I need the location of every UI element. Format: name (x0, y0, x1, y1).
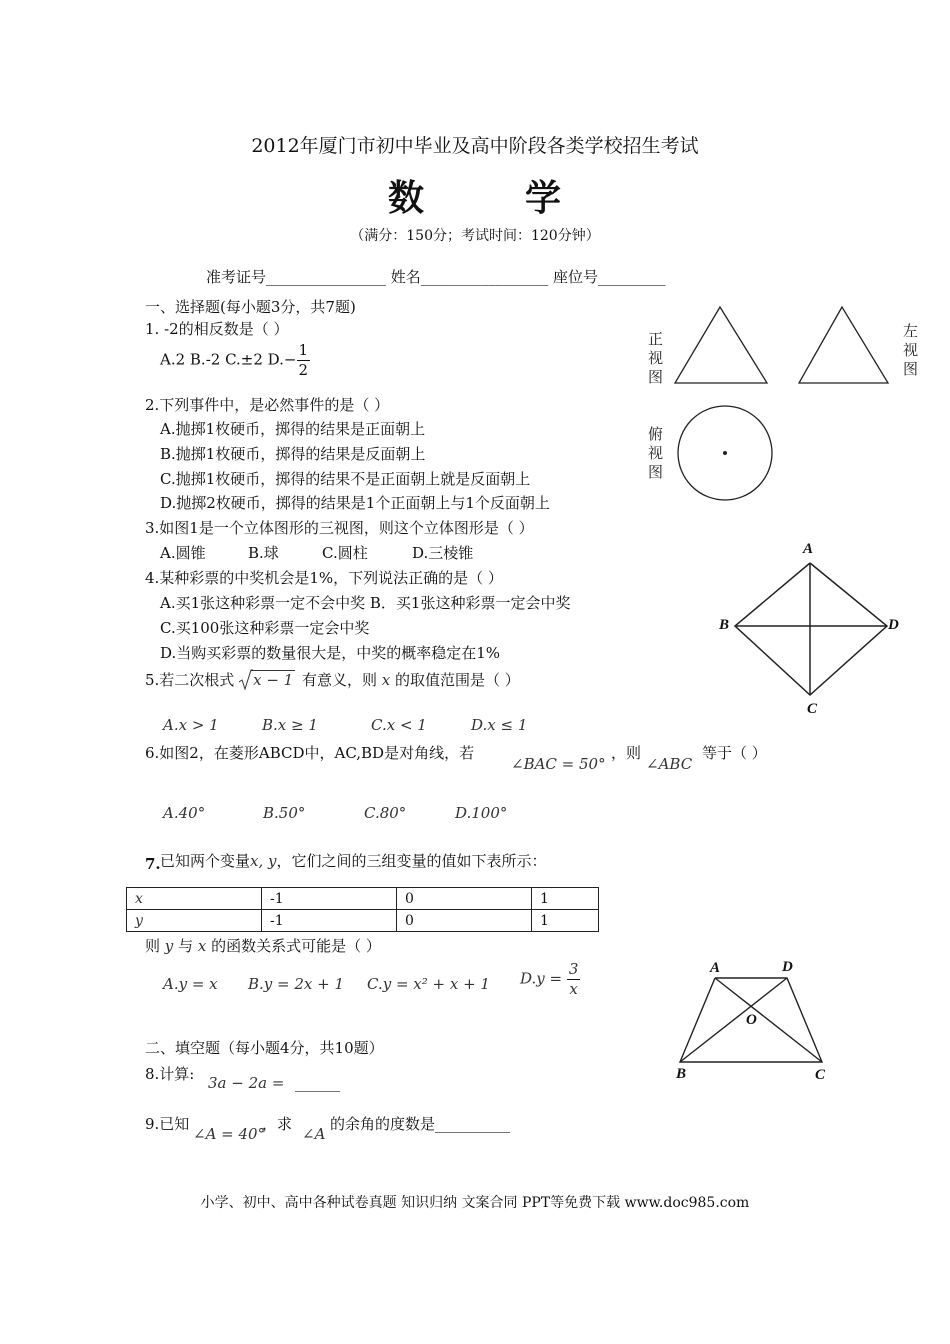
q5-stem-b: 有意义，则 (301, 671, 377, 689)
table-cell: x (127, 888, 262, 910)
front-view-triangle (675, 307, 767, 383)
q5-option-b: B.x ≥ 1 (262, 716, 318, 734)
rhombus-figure (715, 540, 910, 720)
values-table (126, 887, 599, 932)
q9-given: ∠A = 40° (193, 1125, 266, 1143)
top-view-center-dot (723, 451, 727, 455)
table-cell: 1 (532, 888, 599, 910)
q6-given: ∠BAC = 50° (511, 755, 606, 773)
q6-option-b: B.50° (263, 804, 306, 822)
q7-stem-b: ，它们之间的三组变量的值如下表所示： (276, 852, 547, 870)
q5-stem-a: 5.若二次根式 (145, 671, 235, 689)
q5-option-c: C.x < 1 (371, 716, 427, 734)
rhombus-label-b: B (719, 617, 730, 633)
left-view-label: 左视图 (903, 322, 919, 378)
rhombus-label-a: A (803, 541, 814, 557)
q1-stem: 1. -2的相反数是（ ） (145, 320, 289, 338)
subject-char-1: 数 (388, 177, 425, 219)
diagonal-bd (680, 978, 787, 1062)
q5-option-a: A.x > 1 (163, 716, 219, 734)
q4-option-ab: A.买1张这种彩票一定不会中奖 B．买1张这种彩票一定会中奖 (160, 594, 571, 612)
q6-target: ∠ABC (646, 755, 693, 773)
footer-text: 小学、初中、高中各种试卷真题 知识归纳 文案合同 PPT等免费下载 www.doc985.com (200, 1195, 750, 1211)
q9-stem-b: ，求 (262, 1115, 293, 1133)
q7-stem2-y: y (164, 937, 174, 955)
table-row (127, 888, 599, 910)
q8-stem: 8.计算: (145, 1065, 195, 1083)
table-cell: y (127, 910, 262, 932)
diagonal-ac (715, 978, 822, 1062)
q6-stem-b: ，则 (611, 744, 642, 762)
trapezoid-label-a: A (710, 960, 721, 976)
q8-answer-blank: ______ (295, 1074, 340, 1092)
table-cell: -1 (262, 910, 397, 932)
q7-option-d-prefix: D.y = (520, 969, 563, 988)
rhombus-edges (735, 563, 887, 695)
exam-title: 2012年厦门市初中毕业及高中阶段各类学校招生考试 (251, 135, 699, 157)
q1-frac-num: 1 (298, 341, 309, 359)
q2-stem: 2.下列事件中，是必然事件的是（ ） (145, 396, 390, 414)
rhombus-label-c: C (807, 701, 818, 717)
q7-stem2-c: 的函数关系式可能是（ ） (211, 937, 381, 955)
trapezoid-label-d: D (782, 959, 793, 975)
q7-option-b: B.y = 2x + 1 (248, 975, 345, 993)
rhombus-outline (735, 563, 887, 695)
top-view-label: 俯视图 (648, 425, 664, 481)
q7-stem2-b: 与 (178, 937, 194, 955)
q5-stem (145, 669, 520, 690)
section2-heading: 二、填空题（每小题4分，共10题） (145, 1039, 384, 1057)
q7-option-d (520, 962, 580, 997)
q6-stem: 6.如图2，在菱形ABCD中，AC,BD是对角线，若 (145, 744, 475, 762)
score-info: （满分：150分；考试时间：120分钟） (350, 228, 600, 244)
q2-option-c: C.抛掷1枚硬币，掷得的结果不是正面朝上就是反面朝上 (160, 470, 531, 488)
q3-stem: 3.如图1是一个立体图形的三视图，则这个立体图形是（ ） (145, 519, 534, 537)
candidate-id-line: 准考证号________________ 姓名_________________ 座位号_________ (206, 268, 666, 286)
q4-stem: 4.某种彩票的中奖机会是1%，下列说法正确的是（ ） (145, 569, 503, 587)
table-cell: 0 (397, 888, 532, 910)
q5-stem-c: 的取值范围是（ ） (395, 671, 520, 689)
radical-sign-icon (239, 669, 253, 691)
q1-fraction (297, 343, 311, 378)
q7-option-c: C.y = x² + x + 1 (367, 975, 490, 993)
q2-option-b: B.抛掷1枚硬币，掷得的结果是反面朝上 (160, 445, 426, 463)
table-cell: 0 (397, 910, 532, 932)
three-view-figure (670, 300, 900, 510)
q5-radicand: x − 1 (253, 671, 294, 689)
q5-radical (239, 671, 295, 689)
q7-frac-num: 3 (568, 960, 579, 978)
q9-stem-c: 的余角的度数是__________ (330, 1115, 511, 1133)
q6-option-a: A.40° (163, 804, 206, 822)
table-row (127, 910, 599, 932)
q1-options (160, 343, 310, 378)
q6-option-c: C.80° (364, 804, 407, 822)
q6-stem-c: 等于（ ） (702, 744, 767, 762)
q3-option-c: C.圆柱 (322, 544, 368, 562)
q1-options-text: A.2 B.-2 C.±2 D.− (160, 350, 297, 369)
subject-char-2: 学 (525, 177, 562, 219)
q8-expression: 3a − 2a = (208, 1074, 285, 1092)
q3-option-b: B.球 (248, 544, 279, 562)
q7-option-a: A.y = x (163, 975, 218, 993)
q7-frac-den: x (569, 980, 578, 998)
table-cell: -1 (262, 888, 397, 910)
q2-option-d: D.抛掷2枚硬币，掷得的结果是1个正面朝上与1个反面朝上 (160, 494, 550, 512)
q7-stem (160, 850, 547, 871)
q7-stem2-a: 则 (145, 937, 161, 955)
trapezoid-label-c: C (815, 1067, 826, 1083)
front-view-label: 正视图 (648, 330, 664, 386)
q9-stem-a: 9.已知 (145, 1115, 190, 1133)
q5-var: x (381, 671, 391, 689)
q4-option-d: D.当购买彩票的数量很大是，中奖的概率稳定在1% (160, 644, 501, 662)
q7-stem-a: 已知两个变量 (160, 852, 251, 870)
trapezoid-label-b: B (676, 1066, 687, 1082)
q5-option-d: D.x ≤ 1 (471, 716, 528, 734)
q1-frac-den: 2 (298, 361, 309, 379)
q6-option-d: D.100° (455, 804, 508, 822)
q4-option-c: C.买100张这种彩票一定会中奖 (160, 619, 370, 637)
table-cell: 1 (532, 910, 599, 932)
q2-option-a: A.抛掷1枚硬币，掷得的结果是正面朝上 (160, 420, 426, 438)
q3-option-a: A.圆锥 (160, 544, 206, 562)
q7-option-d-fraction (567, 962, 581, 997)
q7-stem2-x: x (197, 937, 207, 955)
left-view-triangle (799, 307, 888, 383)
trapezoid-label-o: O (746, 1012, 757, 1028)
q7-stem2 (145, 935, 381, 956)
q7-vars: x, y (250, 852, 277, 870)
q9-target: ∠A (302, 1125, 326, 1143)
section1-heading: 一、选择题(每小题3分，共7题) (145, 298, 356, 316)
q7-number: 7. (145, 855, 161, 873)
rhombus-label-d: D (888, 617, 899, 633)
q3-option-d: D.三棱锥 (412, 544, 474, 562)
